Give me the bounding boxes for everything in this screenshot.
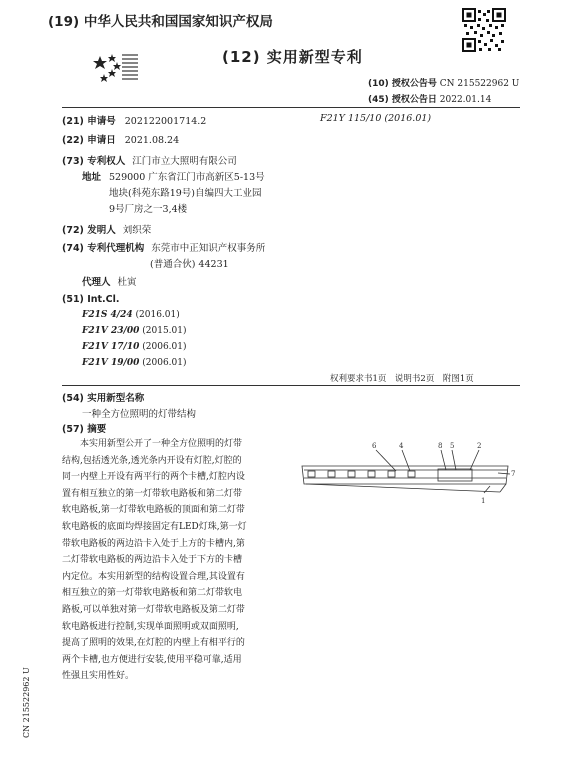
pub-number-row [368, 76, 519, 89]
intcl-item [82, 342, 187, 352]
led-bead [408, 471, 415, 477]
intcl-version: (2016.01) [135, 310, 180, 320]
intcl-label: (51) Int.Cl. [62, 294, 120, 305]
section-divider [62, 385, 520, 386]
intcl-code: F21V 23/00 [82, 326, 140, 336]
app-number: 202122001714.2 [124, 116, 207, 127]
agency-line-2: (普通合伙) 44231 [150, 259, 229, 270]
agent-row [82, 274, 137, 288]
qr-code-icon [462, 8, 506, 52]
header-divider [62, 107, 520, 108]
led-bead [348, 471, 355, 477]
owner-row [62, 153, 237, 167]
abstract-line: 结构,包括透光条,透光条内开设有灯腔,灯腔的 [62, 455, 242, 466]
abstract-line: 软电路板,第一灯带软电路板的顶面和第二灯带 [62, 505, 245, 516]
figure-label: 8 [438, 442, 443, 450]
intcl-item [82, 358, 187, 368]
abstract-line: 路板,可以单独对第一灯带软电路板及第二灯带 [62, 604, 245, 615]
figure-label: 2 [477, 442, 482, 450]
abstract-line: 软电路板的底面均焊接固定有LED灯珠,第一灯 [62, 521, 247, 532]
led-bead [328, 471, 335, 477]
figure-label: 1 [481, 497, 486, 505]
title-label: (54) 实用新型名称 [62, 393, 145, 404]
abstract-line: 性强且实用性好。 [62, 671, 135, 682]
inventor-label: (72) 发明人 [62, 225, 116, 236]
agency-label: (74) 专利代理机构 [62, 243, 145, 254]
address-line-1: 529000 广东省江门市高新区5-13号 [109, 172, 265, 183]
figure-label: 6 [372, 442, 377, 450]
pub-date-row [368, 92, 491, 105]
intcl-version: (2006.01) [142, 358, 187, 368]
figure-label: 4 [399, 442, 404, 450]
abstract-line: 置有相互独立的第一灯带软电路板和第二灯带 [62, 488, 243, 499]
address-label: 地址 [82, 172, 102, 183]
abstract-line: 本实用新型公开了一种全方位照明的灯带 [80, 439, 243, 449]
abstract-line: 同一内壁上开设有两平行的两个卡槽,灯腔内设 [62, 472, 245, 483]
abstract-label: (57) 摘要 [62, 424, 107, 435]
app-number-row [62, 113, 206, 127]
pub-number: CN 215522962 U [439, 79, 520, 89]
intcl-item [82, 310, 180, 320]
pub-date-label: (45) 授权公告日 [368, 95, 437, 105]
figure-label: 7 [511, 470, 516, 478]
agent-name: 杜寅 [117, 277, 137, 288]
intcl-code: F21V 17/10 [82, 342, 140, 352]
figure-label: 5 [450, 442, 455, 450]
document-type: (12) 实用新型专利 [222, 48, 363, 66]
abstract-line: 相互独立的第一灯带软电路板和第二灯带软电 [62, 588, 243, 599]
owner-label: (73) 专利权人 [62, 156, 126, 167]
intcl-version: (2015.01) [142, 326, 187, 336]
circuit-board [438, 469, 472, 481]
address-line-2: 地块(科苑东路19号)自编四大工业园 [109, 188, 262, 199]
light-strip-body [302, 466, 508, 484]
agent-label: 代理人 [82, 277, 111, 288]
led-bead [368, 471, 375, 477]
side-pub-number: CN 215522962 U [22, 667, 31, 738]
abstract-line: 内定位。本实用新型的结构设置合理,其设置有 [62, 571, 245, 582]
led-bead [308, 471, 315, 477]
filing-date-label: (22) 申请日 [62, 135, 116, 146]
intcl-item [82, 326, 187, 336]
filing-date-row [62, 132, 179, 146]
intcl-code: F21V 19/00 [82, 358, 140, 368]
office-name: (19) 中华人民共和国国家知识产权局 [48, 14, 273, 30]
inventor-name: 刘织荣 [122, 225, 152, 236]
abstract-line: 二灯带软电路板的两边沿卡入处于下方的卡槽 [62, 555, 243, 566]
address-line-3: 9号厂房之一3,4楼 [109, 204, 188, 215]
agency-line-1: 东莞市中正知识产权事务所 [151, 243, 266, 254]
filing-date: 2021.08.24 [124, 135, 180, 146]
abstract-line: 提高了照明的效果,在灯腔的内壁上有相平行的 [62, 638, 245, 649]
utility-model-title: 一种全方位照明的灯带结构 [82, 409, 197, 420]
pub-number-label: (10) 授权公告号 [368, 79, 437, 89]
abstract-drawing [300, 440, 520, 520]
intcl-code: F21S 4/24 [82, 310, 133, 320]
ipc-main: F21Y 115/10 (2016.01) [320, 113, 432, 124]
abstract-line: 带软电路板的两边沿卡入处于上方的卡槽内,第 [62, 538, 245, 549]
app-number-label: (21) 申请号 [62, 116, 116, 127]
emblem-icon [90, 52, 140, 82]
owner-name: 江门市立大照明有限公司 [132, 156, 237, 167]
abstract-line: 软电路板进行控制,实现单面照明或双面照明, [62, 621, 239, 632]
abstract-text [62, 436, 297, 685]
abstract-line: 两个卡槽,也方便进行安装,使用平稳可靠,适用 [62, 654, 242, 665]
intcl-version: (2006.01) [142, 342, 187, 352]
page-counts: 权利要求书1页 说明书2页 附图1页 [330, 374, 474, 384]
inventor-row [62, 222, 151, 236]
agency-row [62, 240, 265, 254]
led-bead [388, 471, 395, 477]
pub-date: 2022.01.14 [439, 95, 492, 105]
